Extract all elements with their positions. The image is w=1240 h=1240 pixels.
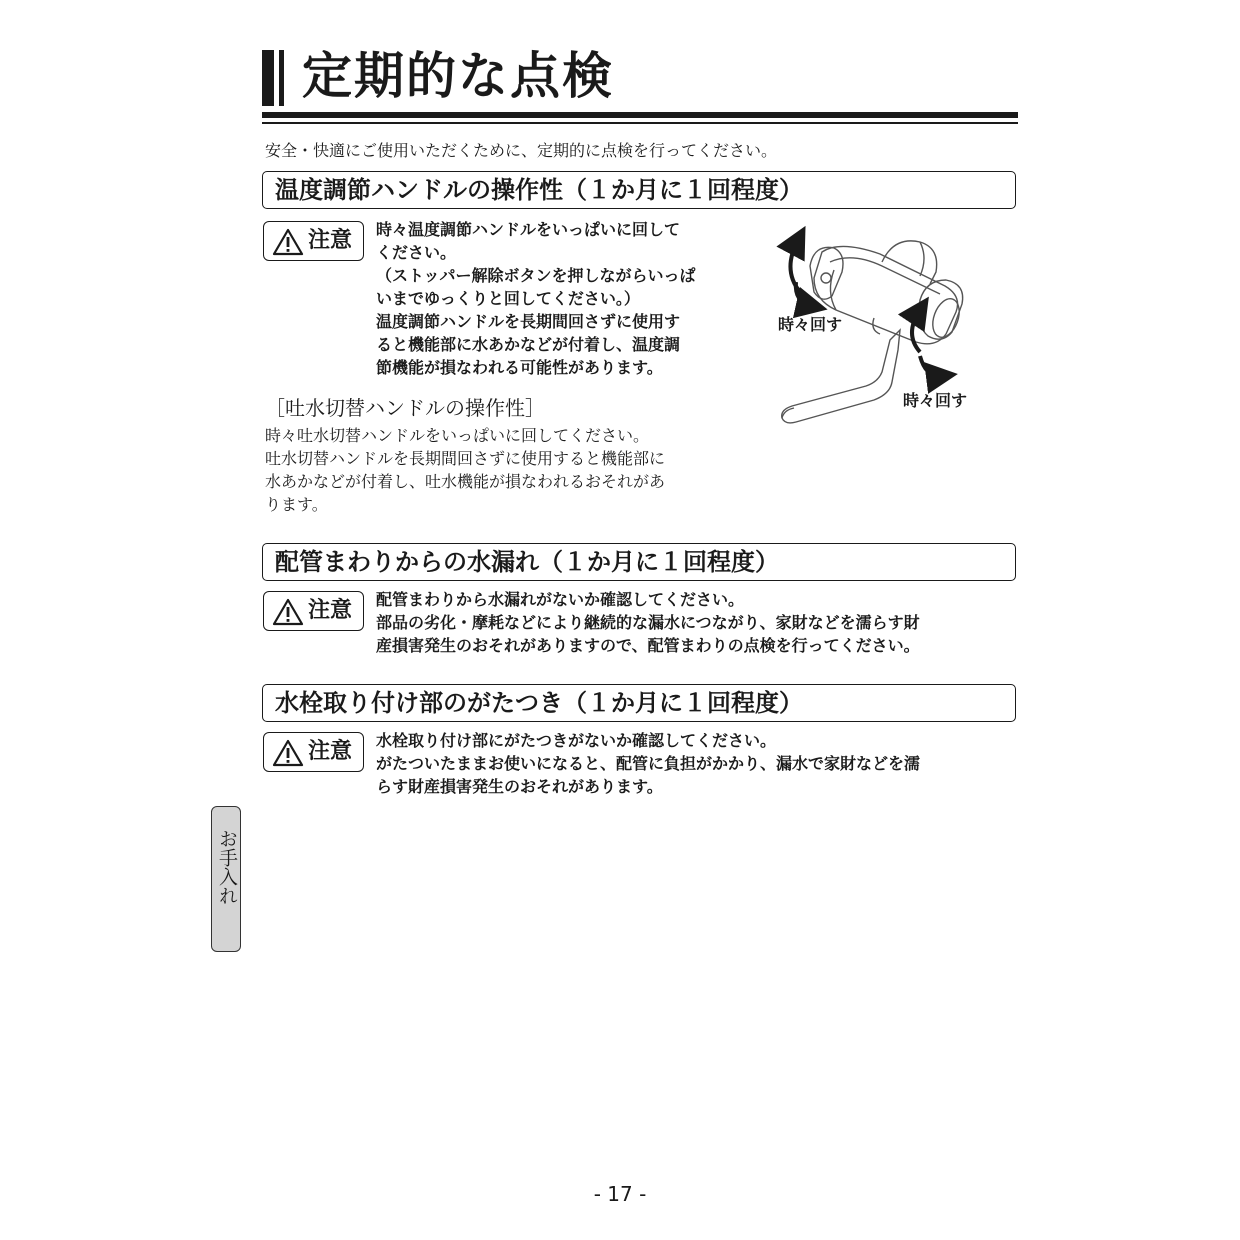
warning-triangle-icon [272, 228, 304, 256]
caution-line: 節機能が損なわれる可能性があります。 [376, 358, 663, 377]
side-tab-care [211, 806, 241, 952]
caution-badge [263, 221, 364, 261]
caution-text-pipe-leak [376, 588, 920, 657]
sub-line: 水あかなどが付着し、吐水機能が損なわれるおそれがあ [265, 472, 666, 491]
caution-line: ください。 [376, 243, 457, 262]
sub-line: 時々吐水切替ハンドルをいっぱいに回してください。 [265, 426, 650, 445]
caution-line: ると機能部に水あかなどが付着し、温度調 [376, 335, 681, 354]
caution-line: 産損害発生のおそれがありますので、配管まわりの点検を行ってください。 [376, 636, 920, 655]
caution-line: 時々温度調節ハンドルをいっぱいに回して [376, 220, 681, 239]
caution-line: 配管まわりから水漏れがないか確認してください。 [376, 590, 745, 609]
caution-text-temperature [376, 218, 696, 379]
side-tab-label: お手入れ [216, 829, 238, 905]
sub-line: ります。 [265, 495, 328, 514]
section-heading-mount-looseness: 水栓取り付け部のがたつき（１か月に１回程度） [262, 684, 1016, 722]
caution-badge [263, 732, 364, 772]
caution-line: いまでゆっくりと回してください。） [376, 289, 640, 308]
caution-line: らす財産損害発生のおそれがあります。 [376, 777, 663, 796]
warning-triangle-icon [272, 739, 304, 767]
page-number: - 17 - [593, 1182, 647, 1206]
caution-line: がたついたままお使いになると、配管に負担がかかり、漏水で家財などを濡 [376, 754, 921, 773]
section-heading-pipe-leak: 配管まわりからの水漏れ（１か月に１回程度） [262, 543, 1016, 581]
caution-line: 部品の劣化・摩耗などにより継続的な漏水につながり、家財などを濡らす財 [376, 613, 920, 632]
caution-text-mount-looseness [376, 729, 920, 798]
rotate-label-right: 時々回す [903, 391, 968, 410]
rotate-label-left: 時々回す [778, 315, 843, 334]
caution-label: 注意 [308, 598, 353, 623]
sub-text-spout-switch [265, 424, 665, 516]
sub-line: 吐水切替ハンドルを長期間回さずに使用すると機能部に [265, 449, 666, 468]
caution-line: 温度調節ハンドルを長期間回さずに使用す [376, 312, 681, 331]
caution-label: 注意 [308, 739, 353, 764]
warning-triangle-icon [272, 598, 304, 626]
page-title: 定期的な点検 [302, 47, 614, 105]
title-rule-thin [262, 122, 1018, 124]
caution-line: （ストッパー解除ボタンを押しながらいっぱ [376, 266, 696, 285]
intro-text: 安全・快適にご使用いただくために、定期的に点検を行ってください。 [265, 141, 778, 160]
caution-label: 注意 [308, 228, 353, 253]
section-heading-temperature-handle: 温度調節ハンドルの操作性（１か月に１回程度） [262, 171, 1016, 209]
title-bar-marks [262, 50, 292, 106]
sub-heading-spout-switch: ［吐水切替ハンドルの操作性］ [265, 396, 545, 420]
title-rule [262, 112, 1018, 118]
caution-badge [263, 591, 364, 631]
caution-line: 水栓取り付け部にがたつきがないか確認してください。 [376, 731, 777, 750]
